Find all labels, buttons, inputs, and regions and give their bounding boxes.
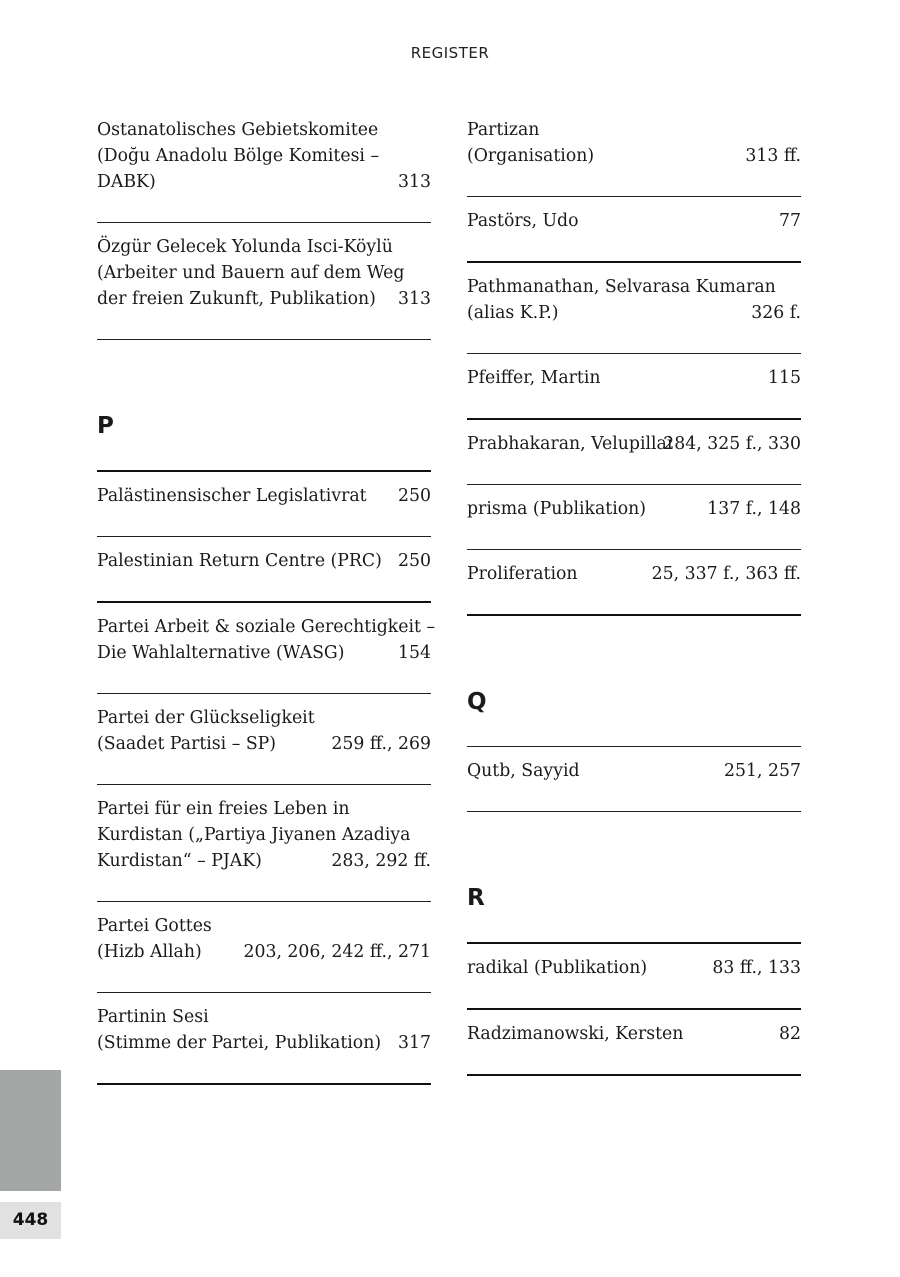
index-entry xyxy=(467,485,801,550)
index-term: Prabhakaran, Velupillai xyxy=(467,434,673,454)
index-pages: 251, 257 xyxy=(724,761,801,781)
index-term: Ostanatolisches Gebietskomitee (Doğu Anadolu Bölge Komitesi – DABK) xyxy=(97,120,380,192)
index-term: Partei Arbeit & soziale Gerechtigkeit – Die Wahlalternative (WASG) xyxy=(97,617,436,663)
index-entry xyxy=(467,263,801,354)
section-letter: R xyxy=(467,885,485,911)
index-term: Proliferation xyxy=(467,564,578,584)
index-entry xyxy=(467,550,801,616)
index-term: Pathmanathan, Selvarasa Kumaran (alias K.P.) xyxy=(467,277,776,323)
index-pages: 250 xyxy=(398,486,431,506)
index-entry xyxy=(97,785,431,902)
index-term: Pastörs, Udo xyxy=(467,211,579,231)
index-term: Partinin Sesi (Stimme der Partei, Publikation) xyxy=(97,1007,382,1053)
section-letter: Q xyxy=(467,689,487,715)
index-pages: 284, 325 f., 330 xyxy=(663,434,801,454)
index-pages: 313 xyxy=(398,289,431,309)
index-entry xyxy=(97,993,431,1085)
index-pages: 326 f. xyxy=(751,303,801,323)
index-term: prisma (Publikation) xyxy=(467,499,647,519)
index-term: Palestinian Return Centre (PRC) xyxy=(97,551,382,571)
section-letter-block xyxy=(467,812,801,944)
index-pages: 77 xyxy=(779,211,801,231)
index-term: radikal (Publikation) xyxy=(467,958,648,978)
index-term: Partei der Glückseligkeit (Saadet Partisi – SP) xyxy=(97,708,315,754)
page-number: 448 xyxy=(0,1202,61,1239)
index-entry xyxy=(97,537,431,603)
index-pages: 115 xyxy=(768,368,801,388)
index-pages: 317 xyxy=(398,1033,431,1053)
index-entry xyxy=(467,420,801,485)
index-entry xyxy=(97,472,431,537)
section-letter: P xyxy=(97,413,114,439)
index-entry xyxy=(97,603,436,694)
index-entry xyxy=(97,694,431,785)
index-pages: 313 xyxy=(398,172,431,192)
index-term: Özgür Gelecek Yolunda Isci-Köylü (Arbeiter und Bauern auf dem Weg der freien Zukunft, Publikation) xyxy=(97,237,405,309)
thumb-index-tab xyxy=(0,1070,61,1191)
index-pages: 283, 292 ff. xyxy=(331,851,431,871)
index-pages: 83 ff., 133 xyxy=(712,958,801,978)
index-pages: 313 ff. xyxy=(745,146,801,166)
index-entry xyxy=(467,747,801,812)
index-pages: 259 ff., 269 xyxy=(331,734,431,754)
index-entry xyxy=(97,902,431,993)
index-term: Partizan (Organisation) xyxy=(467,120,595,166)
index-entry xyxy=(97,223,431,340)
index-entry xyxy=(467,197,801,263)
running-head: REGISTER xyxy=(410,44,490,62)
index-pages: 25, 337 f., 363 ff. xyxy=(651,564,801,584)
index-column-left xyxy=(97,106,436,1085)
index-term: Partei für ein freies Leben in Kurdistan („Partiya Jiyanen Azadiya Kurdistan“ – PJAK) xyxy=(97,799,411,871)
section-letter-block xyxy=(97,340,431,472)
index-pages: 137 f., 148 xyxy=(707,499,801,519)
index-pages: 82 xyxy=(779,1024,801,1044)
index-pages: 154 xyxy=(398,643,431,663)
index-term: Radzimanowski, Kersten xyxy=(467,1024,684,1044)
index-term: Partei Gottes (Hizb Allah) xyxy=(97,916,212,962)
index-pages: 250 xyxy=(398,551,431,571)
index-entry xyxy=(467,1010,801,1076)
index-entry xyxy=(467,106,801,197)
index-term: Palästinensischer Legislativrat xyxy=(97,486,367,506)
index-pages: 203, 206, 242 ff., 271 xyxy=(243,942,431,962)
section-letter-block xyxy=(467,616,801,747)
index-entry xyxy=(467,354,801,420)
index-term: Pfeiffer, Martin xyxy=(467,368,601,388)
index-entry xyxy=(97,106,431,223)
index-column-right xyxy=(467,106,801,1076)
index-entry xyxy=(467,944,801,1010)
index-term: Qutb, Sayyid xyxy=(467,761,580,781)
